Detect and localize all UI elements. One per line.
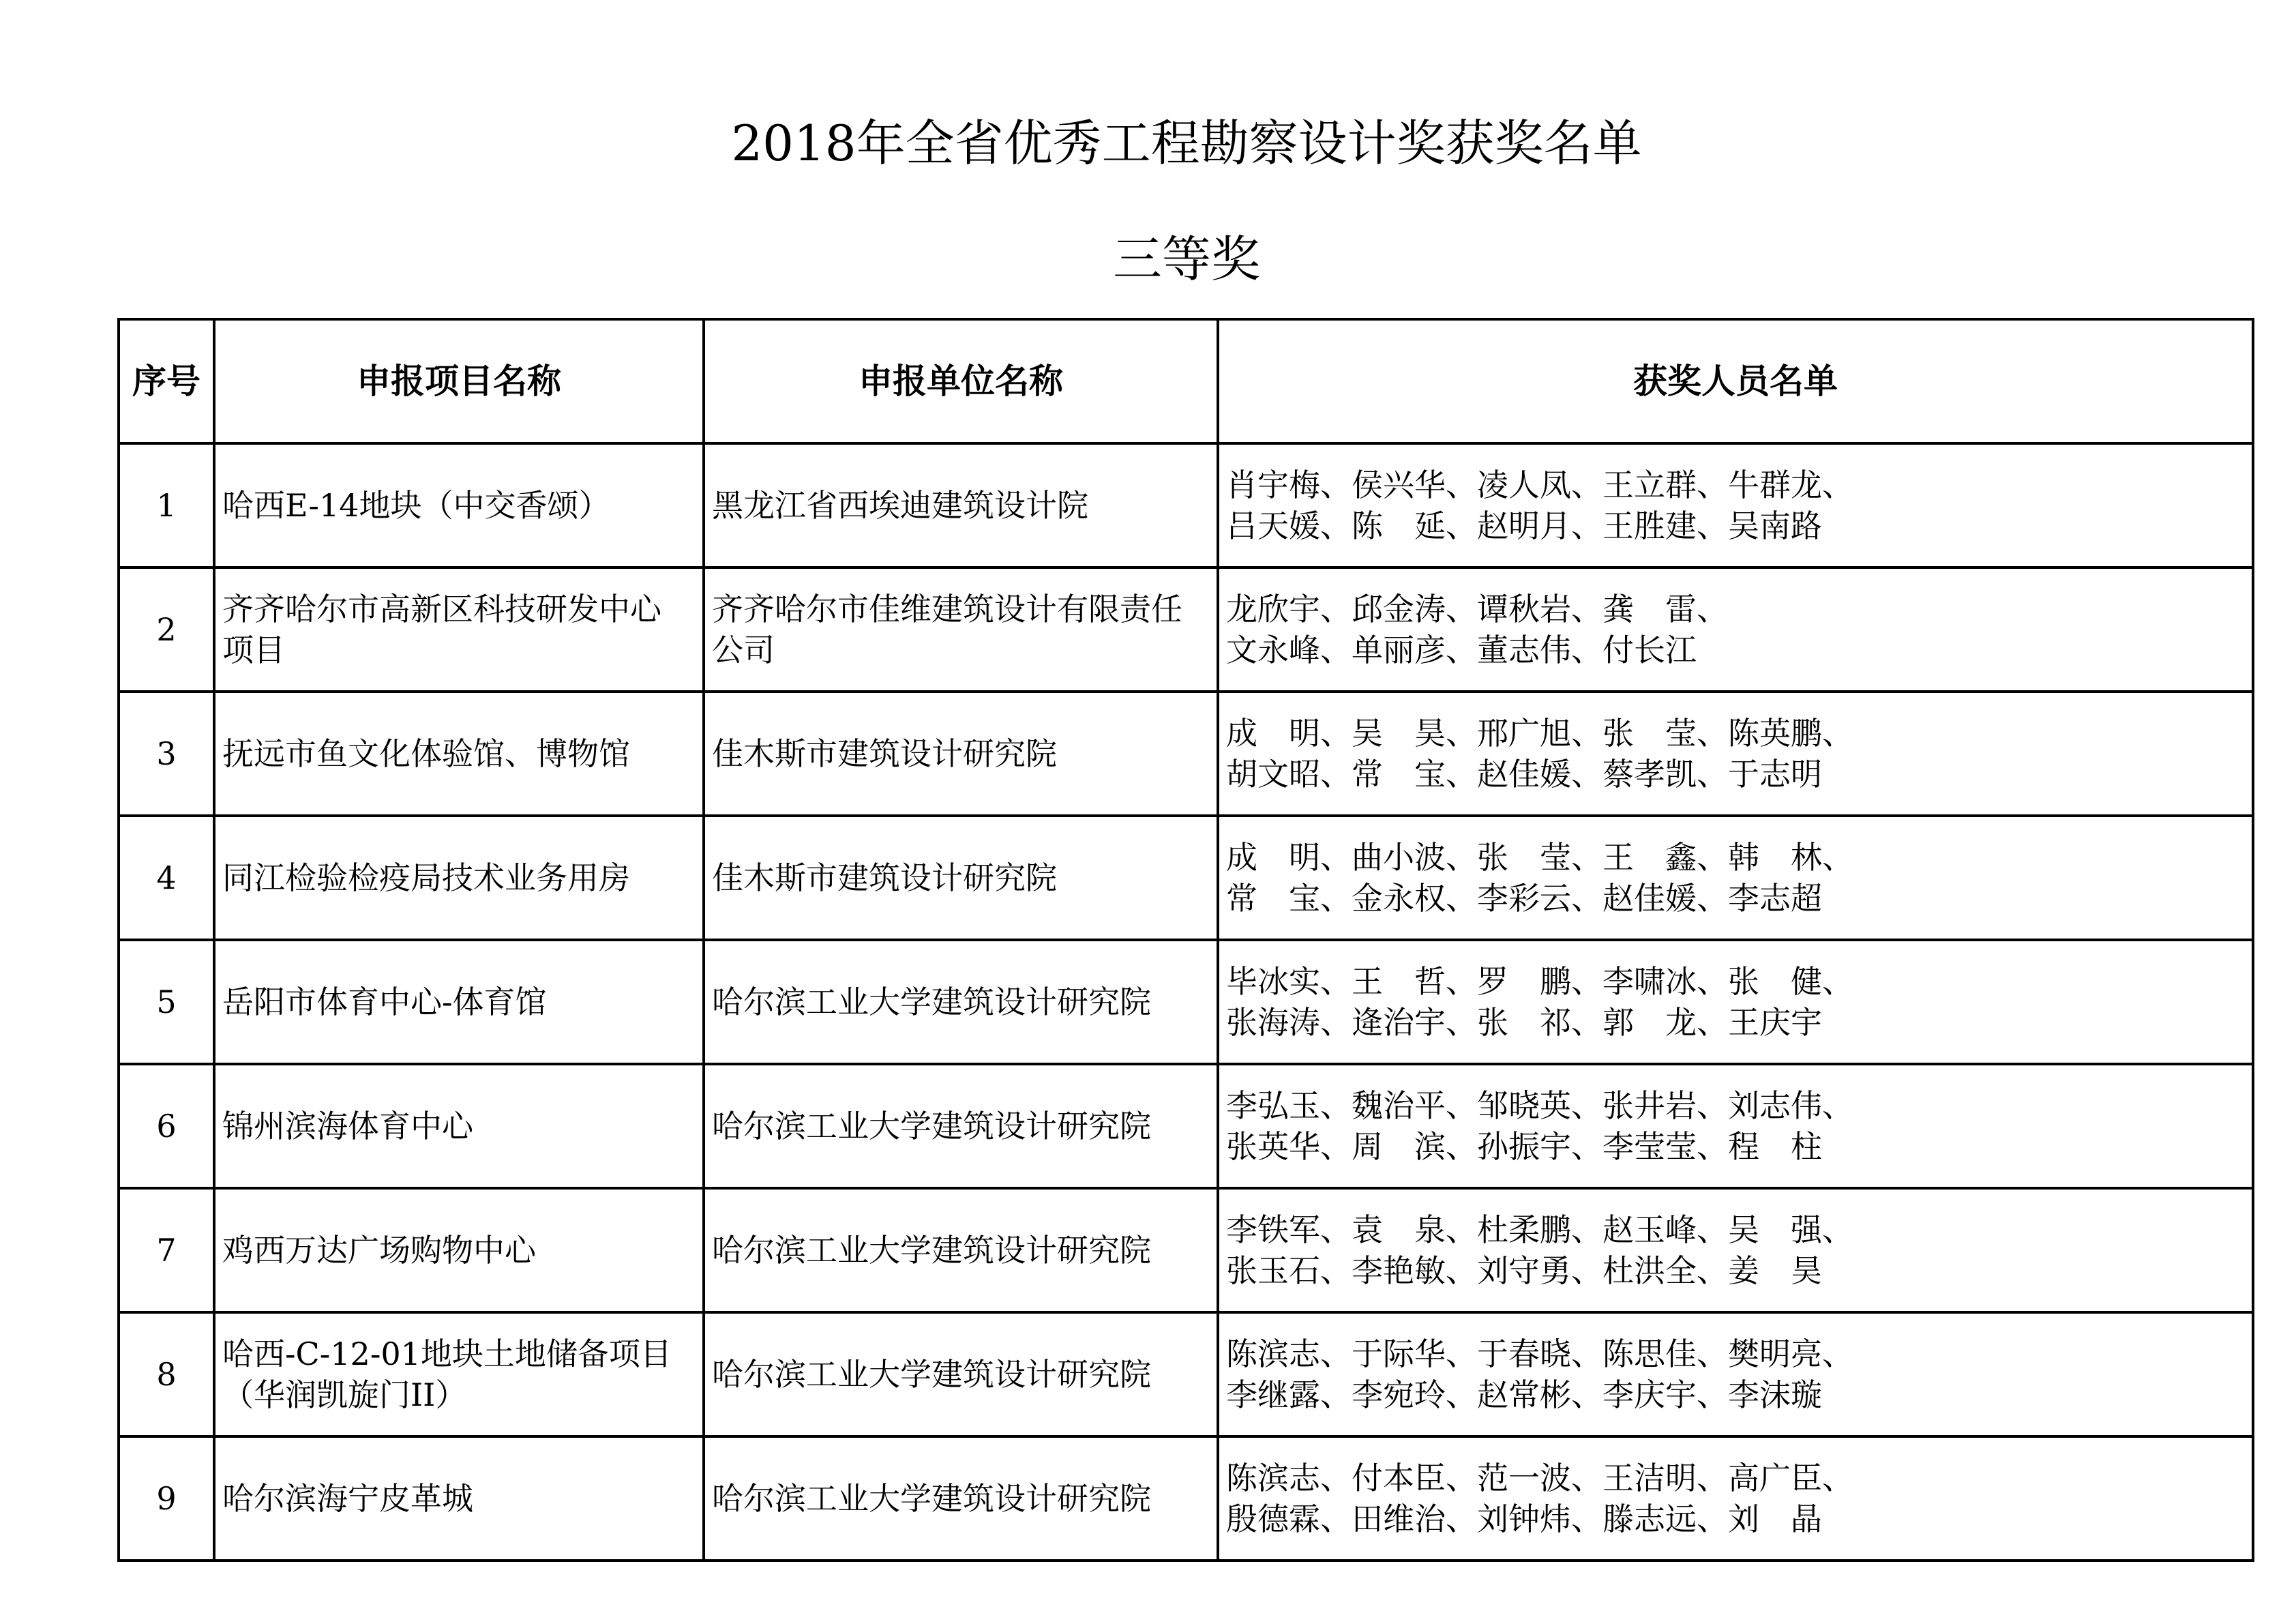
row-number: 2 — [119, 567, 214, 692]
unit-name-cell-line: 哈尔滨工业大学建筑设计研究院 — [712, 984, 1151, 1020]
unit-name-cell-line: 佳木斯市建筑设计研究院 — [712, 735, 1057, 772]
unit-name-cell-line: 齐齐哈尔市佳维建筑设计有限责任 — [712, 591, 1182, 628]
table-row — [119, 1312, 2253, 1436]
project-name-cell-line: 锦州滨海体育中心 — [222, 1108, 473, 1145]
unit-name-cell-line: 黑龙江省西埃迪建筑设计院 — [712, 487, 1088, 524]
project-name-cell — [214, 567, 704, 692]
winners-cell-line: 李继露、李宛玲、赵常彬、李庆宇、李沫璇 — [1226, 1376, 1822, 1413]
project-name-cell — [214, 1312, 704, 1436]
project-name-cell-line: 同江检验检疫局技术业务用房 — [222, 859, 630, 896]
table-row — [119, 1064, 2253, 1188]
row-number: 9 — [119, 1436, 214, 1561]
winners-cell-line: 张英华、周 滨、孙振宇、李莹莹、程 柱 — [1226, 1128, 1822, 1165]
unit-name-cell — [704, 1436, 1218, 1561]
row-number: 7 — [119, 1188, 214, 1312]
unit-name-cell — [704, 1064, 1218, 1188]
winners-cell — [1218, 692, 2253, 816]
row-number: 3 — [119, 692, 214, 816]
winners-cell — [1218, 1436, 2253, 1561]
unit-name-cell-line: 公司 — [712, 632, 775, 668]
winners-cell-line: 殷德霖、田维治、刘钟炜、滕志远、刘 晶 — [1226, 1501, 1822, 1537]
row-number: 4 — [119, 816, 214, 940]
table-row — [119, 816, 2253, 940]
unit-name-cell — [704, 567, 1218, 692]
header-unit: 申报单位名称 — [704, 319, 1218, 443]
winners-cell-line: 成 明、曲小波、张 莹、王 鑫、韩 林、 — [1226, 839, 1853, 876]
project-name-cell-line: 哈尔滨海宁皮革城 — [222, 1480, 473, 1517]
header-no: 序号 — [119, 319, 214, 443]
winners-cell-line: 张海涛、逄治宇、张 祁、郭 龙、王庆宇 — [1226, 1004, 1822, 1041]
unit-name-cell — [704, 1188, 1218, 1312]
winners-cell-line: 常 宝、金永权、李彩云、赵佳媛、李志超 — [1226, 880, 1822, 917]
project-name-cell — [214, 692, 704, 816]
winners-cell-line: 胡文昭、常 宝、赵佳媛、蔡孝凯、于志明 — [1226, 756, 1822, 793]
winners-cell-line: 李弘玉、魏治平、邹晓英、张井岩、刘志伟、 — [1226, 1087, 1853, 1124]
project-name-cell-line: 岳阳市体育中心-体育馆 — [222, 984, 547, 1020]
project-name-cell-line: 齐齐哈尔市高新区科技研发中心 — [222, 591, 661, 628]
award-table — [117, 318, 2254, 1562]
project-name-cell — [214, 1064, 704, 1188]
table-header-row — [119, 319, 2253, 443]
project-name-cell-line: 抚远市鱼文化体验馆、博物馆 — [222, 735, 630, 772]
project-name-cell-line: 哈西E-14地块（中交香颂） — [222, 487, 610, 524]
unit-name-cell — [704, 692, 1218, 816]
unit-name-cell — [704, 816, 1218, 940]
project-name-cell — [214, 816, 704, 940]
table-row — [119, 940, 2253, 1064]
project-name-cell — [214, 940, 704, 1064]
table-row — [119, 567, 2253, 692]
winners-cell-line: 成 明、吴 昊、邢广旭、张 莹、陈英鹏、 — [1226, 715, 1853, 752]
project-name-cell — [214, 443, 704, 567]
project-name-cell-line: 哈西-C-12-01地块土地储备项目 — [222, 1335, 672, 1372]
unit-name-cell — [704, 443, 1218, 567]
unit-name-cell — [704, 940, 1218, 1064]
project-name-cell-line: （华润凯旋门II） — [222, 1376, 467, 1413]
project-name-cell-line: 项目 — [222, 632, 285, 668]
winners-cell — [1218, 1312, 2253, 1436]
table-row — [119, 443, 2253, 567]
winners-cell-line: 毕冰实、王 哲、罗 鹏、李啸冰、张 健、 — [1226, 963, 1853, 1000]
winners-cell — [1218, 816, 2253, 940]
row-number: 8 — [119, 1312, 214, 1436]
unit-name-cell — [704, 1312, 1218, 1436]
table-row — [119, 1188, 2253, 1312]
unit-name-cell-line: 哈尔滨工业大学建筑设计研究院 — [712, 1108, 1151, 1145]
winners-cell — [1218, 1188, 2253, 1312]
winners-cell-line: 肖宇梅、侯兴华、凌人凤、王立群、牛群龙、 — [1226, 467, 1853, 503]
table-row — [119, 1436, 2253, 1561]
winners-cell — [1218, 1064, 2253, 1188]
row-number: 1 — [119, 443, 214, 567]
header-people: 获奖人员名单 — [1218, 319, 2253, 443]
project-name-cell — [214, 1188, 704, 1312]
unit-name-cell-line: 哈尔滨工业大学建筑设计研究院 — [712, 1356, 1151, 1393]
winners-cell-line: 张玉石、李艳敏、刘守勇、杜洪全、姜 昊 — [1226, 1252, 1822, 1289]
winners-cell-line: 陈滨志、于际华、于春晓、陈思佳、樊明亮、 — [1226, 1335, 1853, 1372]
winners-cell-line: 李铁军、袁 泉、杜柔鹏、赵玉峰、吴 强、 — [1226, 1211, 1853, 1248]
page-title: 2018年全省优秀工程勘察设计奖获奖名单 — [731, 115, 1642, 172]
winners-cell — [1218, 567, 2253, 692]
project-name-cell — [214, 1436, 704, 1561]
header-project: 申报项目名称 — [214, 319, 704, 443]
row-number: 5 — [119, 940, 214, 1064]
winners-cell-line: 文永峰、单丽彦、董志伟、付长江 — [1226, 632, 1697, 668]
row-number: 6 — [119, 1064, 214, 1188]
unit-name-cell-line: 哈尔滨工业大学建筑设计研究院 — [712, 1232, 1151, 1269]
winners-cell-line: 陈滨志、付本臣、范一波、王洁明、高广臣、 — [1226, 1460, 1853, 1496]
project-name-cell-line: 鸡西万达广场购物中心 — [222, 1232, 536, 1269]
unit-name-cell-line: 哈尔滨工业大学建筑设计研究院 — [712, 1480, 1151, 1517]
unit-name-cell-line: 佳木斯市建筑设计研究院 — [712, 859, 1057, 896]
award-level-heading: 三等奖 — [1112, 231, 1260, 288]
winners-cell — [1218, 443, 2253, 567]
winners-cell-line: 吕天媛、陈 延、赵明月、王胜建、吴南路 — [1226, 507, 1822, 544]
winners-cell-line: 龙欣宇、邱金涛、谭秋岩、龚 雷、 — [1226, 591, 1728, 628]
winners-cell — [1218, 940, 2253, 1064]
table-row — [119, 692, 2253, 816]
